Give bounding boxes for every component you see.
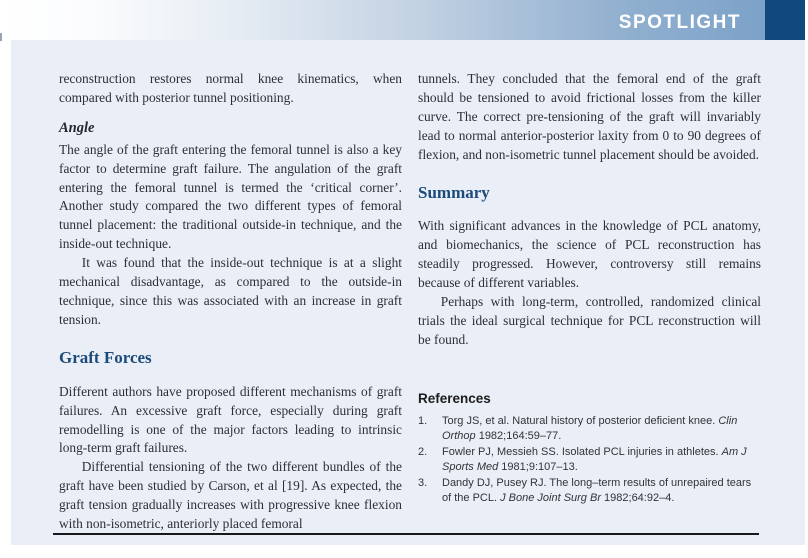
reference-citation: Torg JS, et al. Natural history of posterior deficient knee. [442, 414, 719, 427]
footer-rule [53, 533, 759, 535]
reference-pages: 1982;164:59–77. [475, 429, 562, 442]
reference-item [418, 414, 761, 444]
reference-number: 2. [418, 445, 428, 458]
paragraph-pcl-advances: With significant advances in the knowledge of PCL anatomy, and biomechanics, the science of PCL reconstruction has steadily progressed. However, controversy still remains because of different variables. [418, 218, 761, 291]
section-heading-graft-forces: Graft Forces [59, 347, 152, 367]
reference-number: 3. [418, 476, 428, 489]
reference-journal: Am J Sports Med [442, 445, 747, 473]
paragraph-clinical-trials: Perhaps with long-term, controlled, randomized clinical trials the ideal surgical technique for PCL reconstruction will be found. [418, 294, 761, 347]
references-heading: References [418, 390, 491, 406]
section-heading-summary: Summary [418, 182, 490, 202]
scan-artifact-mark [0, 33, 2, 41]
reference-text [434, 476, 761, 506]
reference-journal: J Bone Joint Surg Br [500, 491, 601, 504]
reference-item [418, 445, 761, 475]
reference-item [418, 476, 761, 506]
reference-pages: 1981;9:107–13. [498, 460, 578, 473]
reference-citation: Fowler PJ, Messieh SS. Isolated PCL injuries in athletes. [442, 445, 722, 458]
paragraph-knee-kinematics: reconstruction restores normal knee kinematics, when compared with posterior tunnel positioning. [59, 71, 402, 105]
right-column [418, 70, 761, 534]
reference-pages: 1982;64:92–4. [600, 491, 675, 504]
paragraph-differential-tensioning: Differential tensioning of the two different bundles of the graft have been studied by Carson, et al [19]. As expected, the graft tension gradually increases with progressive knee flexion with non-isometric, anteriorly placed femoral [59, 459, 402, 532]
paragraph-graft-angle: The angle of the graft entering the femoral tunnel is also a key factor to determine graft failure. The angulation of the graft entering the femoral tunnel is termed the ‘critical corner’. Another study compared the two different types of femoral tunnel placement: the traditional outside-in technique, and the inside-out technique. [59, 141, 402, 252]
reference-citation: Dandy DJ, Pusey RJ. The long–term results of unrepaired tears of the PCL. [442, 476, 752, 504]
header-banner [0, 0, 765, 40]
reference-number: 1. [418, 414, 428, 427]
reference-text [434, 445, 761, 475]
left-column [59, 70, 402, 534]
article-columns [59, 70, 761, 534]
paragraph-graft-failure-mechanisms: Different authors have proposed different mechanisms of graft failures. An excessive graft force, especially during graft remodelling is one of the major factors leading to intrinsic long-term graft failures. [59, 383, 402, 456]
paragraph-inside-out-technique: It was found that the inside-out technique is at a slight mechanical disadvantage, as compared to the outside-in technique, since this was associated with an increase in graft tension. [59, 255, 402, 327]
reference-text [434, 414, 761, 444]
paragraph-femoral-tunnels: tunnels. They concluded that the femoral end of the graft should be tensioned to avoid frictional losses from the killer curve. The correct pre-tensioning of the graft will invariably lead to normal anterior-posterior laxity from 0 to 90 degrees of flexion, and non-isometric tunnel placement should be avoided. [418, 71, 761, 162]
spotlight-title: SPOTLIGHT [618, 12, 741, 33]
header-accent-square [765, 0, 805, 40]
subsection-heading-angle: Angle [59, 119, 95, 136]
references-section [418, 390, 761, 506]
article-page-panel [11, 40, 805, 545]
reference-journal: Clin Orthop [442, 414, 738, 442]
